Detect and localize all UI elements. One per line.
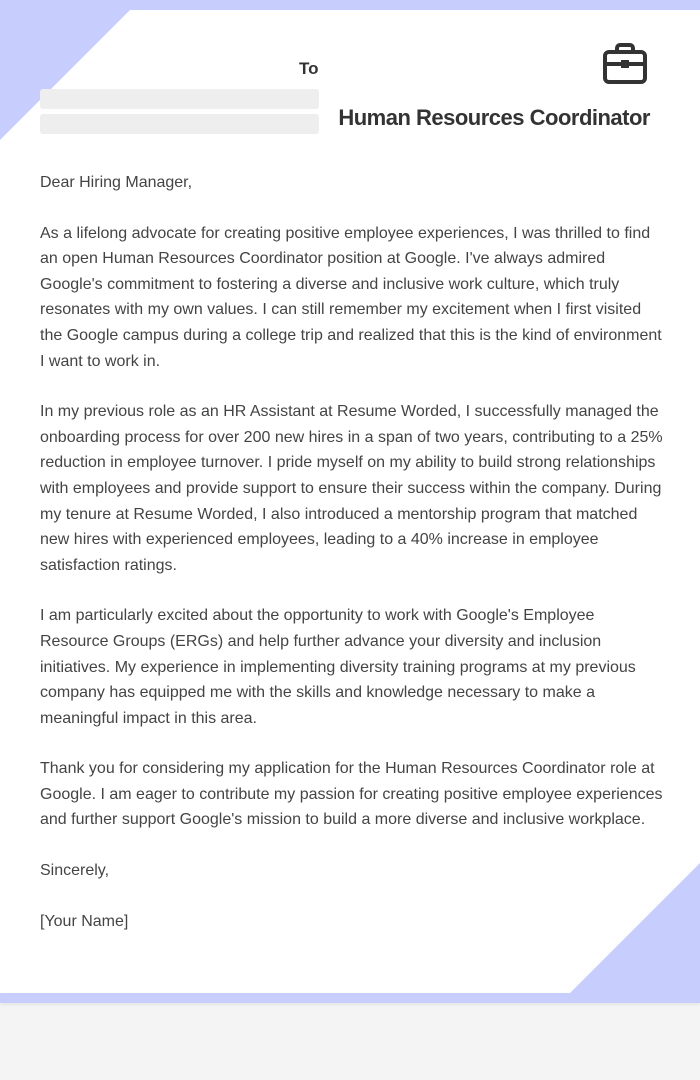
- page-bottom-accent-strip: [0, 993, 700, 1003]
- signature: [Your Name]: [40, 912, 129, 930]
- letter-body: [40, 170, 665, 959]
- cover-letter-page: [0, 10, 700, 993]
- salutation: Dear Hiring Manager,: [40, 174, 193, 191]
- letter-paragraph-2: In my previous role as an HR Assistant at Resume Worded, I successfully managed the onboarding process for over 200 new hires in a span of two years, contributing to a 25% reduction in employee turnover. I pride myself on my ability to build strong relationships with employees and provide support to ensure their success within the company. During my tenure at Resume Worded, I also introduced a mentorship program that matched new hires with experienced employees, leading to a 40% increase in employee satisfaction ratings.: [40, 403, 663, 574]
- letter-paragraph-1: As a lifelong advocate for creating positive employee experiences, I was thrilled to find an open Human Resources Coordinator position at Google. I've always admired Google's commitment to fostering a diverse and inclusive work culture, which truly resonates with my own values. I can still remember my excitement when I first visited the Google campus during a college trip and realized that this is the kind of environment I want to work in.: [40, 224, 662, 370]
- recipient-to-label: To: [299, 59, 319, 78]
- closing: Sincerely,: [40, 862, 110, 880]
- briefcase-icon: [603, 43, 647, 85]
- job-title-heading: Human Resources Coordinator: [338, 105, 650, 130]
- recipient-placeholder-line-1: [40, 89, 319, 109]
- letter-paragraph-4: Thank you for considering my application for the Human Resources Coordinator role at Google. I am eager to contribute my passion for creating positive employee experiences and further support Google's mission to build a more diverse and inclusive workplace.: [40, 760, 663, 829]
- letter-paragraph-3: I am particularly excited about the opportunity to work with Google's Employee Resource Groups (ERGs) and help further advance your diversity and inclusion initiatives. My experience in implementing diversity training programs at my previous company has equipped me with the skills and knowledge necessary to make a meaningful impact in this area.: [40, 607, 636, 727]
- recipient-placeholder-line-2: [40, 114, 319, 134]
